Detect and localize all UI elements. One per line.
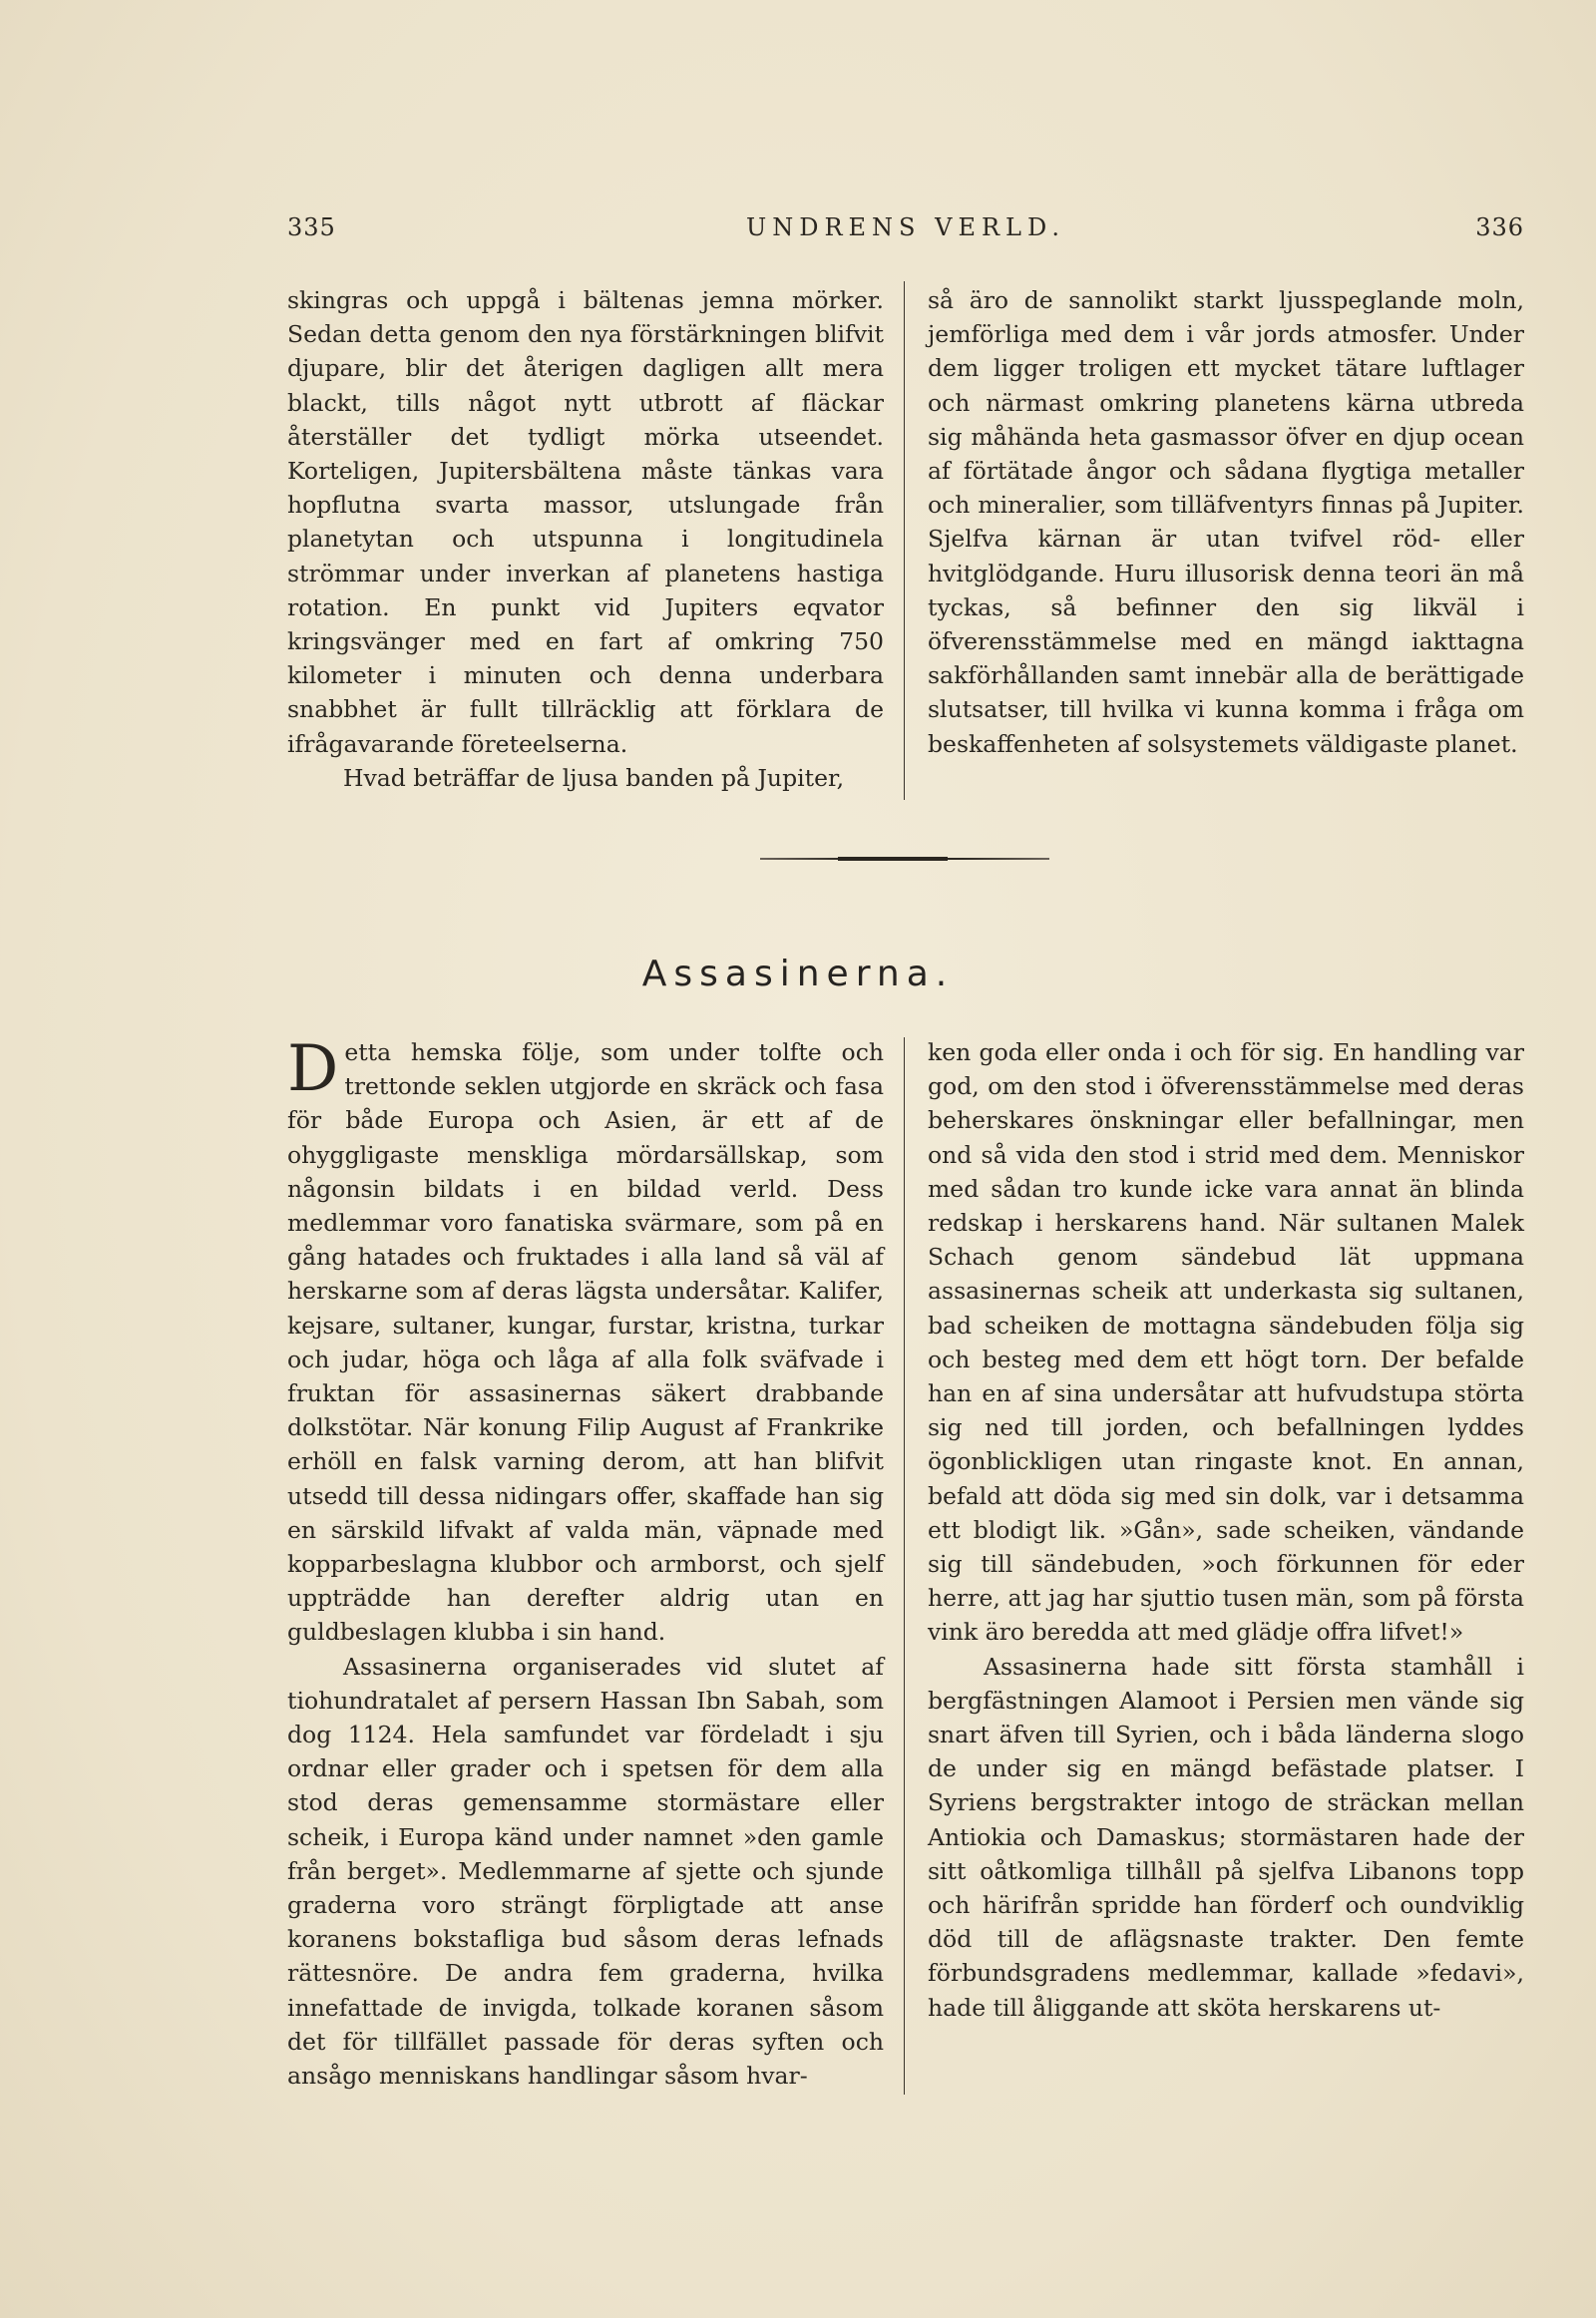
- page-number-right: 336: [1475, 213, 1524, 241]
- column-divider: [904, 281, 905, 800]
- section1-left-column: [287, 283, 884, 795]
- paragraph: skingras och uppgå i bältenas jemna mörker. Sedan detta genom den nya förstärkningen blifvit djupare, blir det återigen dagligen allt mera blackt, tills något nytt utbrott af fläckar återställer det tydligt mörka utseendet. Korteligen, Jupitersbältena måste tänkas vara hopflutna svarta massor, utslungade från planetytan och utspunna i longitudinela strömmar under inverkan af planetens hastiga rotation. En punkt vid Jupiters eqvator kringsvänger med en fart af omkring 750 kilometer i minuten och denna underbara snabbhet är fullt tillräcklig att förklara de ifrågavarande företeelserna.: [287, 286, 884, 758]
- page-number-left: 335: [287, 213, 336, 241]
- section1-right-column: [928, 283, 1524, 761]
- article-left-column: [287, 1032, 884, 2093]
- running-header: [287, 213, 1524, 243]
- paragraph: så äro de sannolikt starkt ljusspeglande moln, jemförliga med dem i vår jords atmosfer. Under dem ligger troligen ett mycket tätare luftlager och närmast omkring planetens kärna utbreda sig måhända heta gasmassor öfver en djup ocean af förtätade ångor och sådana flygtiga metaller och mineralier, som tilläfventyrs finnas på Jupiter. Sjelfva kärnan är utan tvifvel röd- eller hvitglödgande. Huru illusorisk denna teori än må tyckas, så befinner den sig likväl i öfverensstämmelse med en mängd iakttagna sakförhållanden samt innebär alla de berättigade slutsatser, till hvilka vi kunna komma i fråga om beskaffenheten af solsystemets väldigaste planet.: [928, 286, 1524, 758]
- column-divider: [904, 1037, 905, 2095]
- paragraph: Hvad beträffar de ljusa banden på Jupiter,: [343, 763, 845, 792]
- section-rule-center: [838, 857, 948, 861]
- running-title: UNDRENS VERLD.: [745, 213, 1065, 241]
- paragraph-text: etta hemska följe, som under tolfte och trettonde seklen utgjorde en skräck och fasa för både Europa och Asien, är ett af de ohyggligaste menskliga mördarsällskap, som någonsin bildats i en bildad verld. Dess medlemmar voro fanatiska svärmare, som på en gång hatades och fruktades i alla land så väl af herskarne som af deras lägsta undersåtar. Kalifer, kejsare, sultaner, kungar, furstar, kristna, turkar och judar, höga och låga af alla folk sväfvade i fruktan för assasinernas säkert drabbande dolkstötar. När konung Filip August af Frankrike erhöll en falsk varning derom, att han blifvit utsedd till dessa nidingars offer, skaffade han sig en särskild lifvakt af valda män, väpnade med kopparbeslagna klubbor och armborst, och sjelf uppträdde han derefter aldrig utan en guldbeslagen klubba i sin hand.: [287, 1038, 884, 1647]
- paragraph: [287, 1032, 884, 1650]
- paragraph: ken goda eller onda i och för sig. En handling var god, om den stod i öfverensstämmelse med deras beherskares önskningar eller befallningar, men ond så vida den stod i strid med dem. Menniskor med sådan tro kunde icke vara annat än blinda redskap i herskarens hand. När sultanen Malek Schach genom sändebud lät uppmana assasinernas scheik att underkasta sig sultanen, bad scheiken de mottagna sändebuden följa sig och besteg med dem ett högt torn. Der befalde han en af sina undersåtar att hufvudstupa störta sig ned till jorden, och befallningen lyddes ögonblickligen utan ringaste knot. En annan, befald att döda sig med sin dolk, var i detsamma ett blodigt lik. »Gån», sade scheiken, vändande sig till sändebuden, »och förkunnen för eder herre, att jag har sjuttio tusen män, som på första vink äro beredda att med glädje offra lifvet!»: [928, 1038, 1524, 1647]
- article-title: Assasinerna.: [641, 954, 955, 994]
- drop-cap: D: [287, 1032, 339, 1106]
- article-right-column: [928, 1035, 1524, 2025]
- paragraph: Assasinerna organiserades vid slutet af tiohundratalet af persern Hassan Ibn Sabah, som dog 1124. Hela samfundet var fördeladt i sju ordnar eller grader och i spetsen för dem alla stod deras gemensamme stormästare eller scheik, i Europa känd under namnet »den gamle från berget». Medlemmarne af sjette och sjunde graderna voro strängt förpligtade att anse koranens bokstafliga bud såsom deras lefnads rättesnöre. De andra fem graderna, hvilka innefattade de invigda, tolkade koranen såsom det för tillfället passade för deras syften och ansågo menniskans handlingar såsom hvar-: [287, 1652, 884, 2091]
- paragraph: Assasinerna hade sitt första stamhåll i bergfästningen Alamoot i Persien men vände sig snart äfven till Syrien, och i båda länderna slogo de under sig en mängd befästade platser. I Syriens bergstrakter intogo de sträckan mellan Antiokia och Damaskus; stormästaren hade der sitt oåtkomliga tillhåll på sjelfva Libanons topp och härifrån spridde han förderf och oundviklig död till de aflägsnaste trakter. Den femte förbundsgradens medlemmar, kallade »fedavi», hade till åliggande att sköta herskarens ut-: [928, 1652, 1524, 2022]
